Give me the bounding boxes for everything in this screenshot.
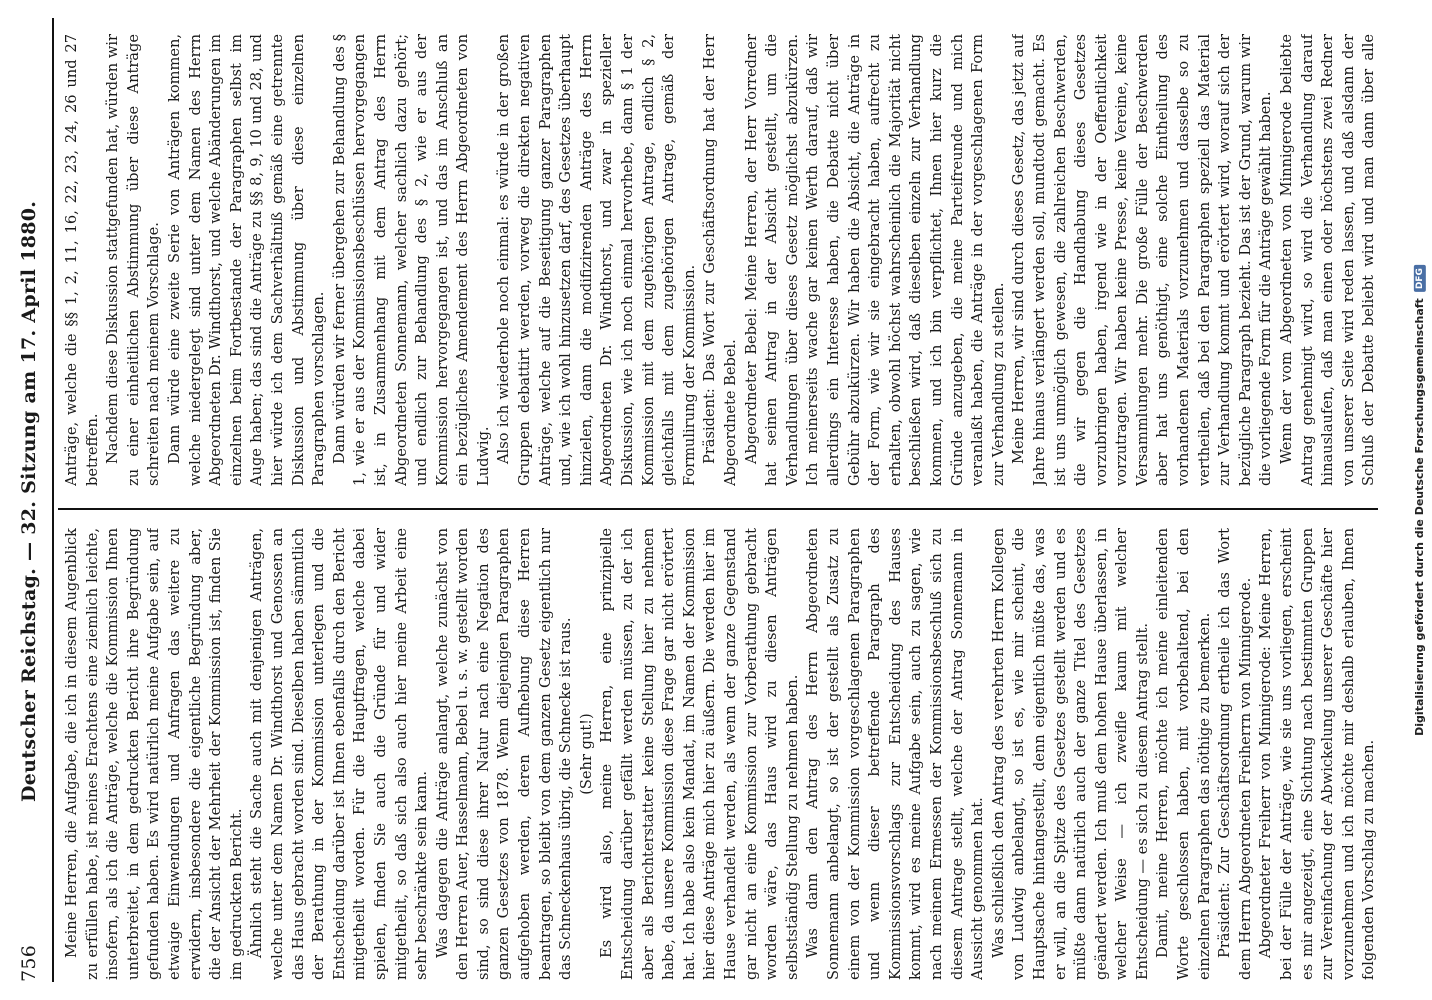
paragraph: Nachdem diese Diskussion stattgefunden hat, würden wir zu einer einheitlichen Abstimmung über diese Anträge schreiten nach meinem Vorschlage. [104,34,163,486]
column-divider [58,508,1378,510]
paragraph: Dann würde eine zweite Serie von Anträgen kommen, welche niedergelegt sind unter dem Namen des Herrn Abgeordneten Dr. Windthorst, und welche Abänderungen im einzelnen beim Fortbestande der Paragraphen selbst im Auge haben; das sind die Anträge zu §§ 8, 9, 10 und 28, und hier würde ich dem Sachverhältniß gemäß eine getrennte Diskussion und Abstimmung über diese einzelnen Paragraphen vorschlagen. [165,34,328,486]
funding-credit [1410,40,1428,960]
paragraph: Ähnlich steht die Sache auch mit denjenigen Anträgen, welche unter dem Namen Dr. Windthorst und Genossen an das Haus gebracht worden sind. Dieselben haben sämmtlich der Berathung in der Kommission unterlegen und die Entscheidung darüber ist Ihnen ebenfalls durch den Bericht mitgetheilt worden. Für die Hauptfragen, welche dabei spielen, finden Sie auch die Gründe für und wider mitgetheilt, so daß sich also auch hier meine Arbeit eine sehr beschränkte sein kann. [248,528,431,980]
paragraph: Anträge, welche die §§ 1, 2, 11, 16, 22, 23, 24, 26 und 27 betreffen. [63,34,101,486]
interjection: (Sehr gut!) [577,713,595,795]
paragraph: Abgeordneter Bebel: Meine Herren, der Herr Vorredner hat seinen Antrag in der Absicht gestellt, um die Verhandlungen über dieses Gesetz möglichst abzukürzen. Ich meinerseits wache gar keinen Werth darauf, daß wir allerdings ein Interesse haben, die Debatte nicht über Gebühr abzukürzen. Wir haben die Absicht, die Anträge in der Form, wie wir sie eingebracht haben, aufrecht zu erhalten, obwohl höchst wahrscheinlich die Majorität nicht beschließen wird, daß dieselben einzeln zur Verhandlung kommen, und ich bin verpflichtet, Ihnen hier kurz die Gründe anzugeben, die meine Parteifreunde und mich veranlaßt haben, die Anträge in der vorgeschlagenen Form zur Verhandlung zu stellen. [742,34,1007,486]
paragraph: Präsident: Zur Geschäftsordnung ertheile ich das Wort dem Herrn Abgeordneten Freiherrn von Minnigerode. [1216,528,1254,980]
paragraph: Meine Herren, wir sind durch dieses Gesetz, das jetzt auf Jahre hinaus verlängert werden soll, mundtodt gemacht. Es ist uns unmöglich gewesen, die zahlreichen Beschwerden, die wir gegen die Handhabung dieses Gesetzes vorzubringen haben, irgend wie in der Oeffentlichkeit vorzutragen. Wir haben keine Presse, keine Vereine, keine Versammlungen mehr. Die große Fülle der Beschwerden aber hat uns genöthigt, eine solche Eintheilung des vorhandenen Materials vorzunehmen und dasselbe so zu vertheilen, daß bei den Paragraphen speziell das Material zur Verhandlung kommt und erörtert wird, worauf sich der bezügliche Paragraph bezieht. Das ist der Grund, warum wir die vorliegende Form für die Anträge gewählt haben. [1010,34,1275,486]
paragraph: Es wird also, meine Herren, eine prinzipielle Entscheidung darüber gefällt werden müssen, zu der ich aber als Berichterstatter keine Stellung hier zu nehmen habe, da unsere Kommission diese Frage gar nicht erörtert hat. Ich habe also kein Mandat, im Namen der Kommission hier diese Anträge mich hier zu äußern. Die werden hier im Hause verhandelt werden, als wenn der ganze Gegenstand gar nicht an eine Kommission zur Vorberathung gebracht worden wäre, das Haus wird zu diesen Anträgen selbstständig Stellung zu nehmen haben. [598,528,801,980]
dfg-logo: DFG [1413,265,1425,292]
paragraph: Also ich wiederhole noch einmal: es würde in der großen Gruppen debattirt werden, vorweg die direkten negativen Anträge, welche auf die Beseitigung ganzer Paragraphen und, wie ich wohl hinzusetzen darf, des Gesetzes überhaupt hinzielen, dann die modifizirenden Anträge des Herrn Abgeordneten Dr. Windthorst, und zwar in spezieller Diskussion, wie ich noch einmal hervorhebe, dann § 1 der Kommission mit dem zugehörigen Antrage, endlich § 2, gleichfalls mit dem zugehörigen Antrage, gemäß der Formulirung der Kommission. [495,34,698,486]
page-header [18,18,46,982]
header-rule [52,18,54,982]
paragraph: Meine Herren, die Aufgabe, die ich in diesem Augenblick zu erfüllen habe, ist meines Erachtens eine ziemlich leichte, insofern, als ich die Anträge, welche die Kommission Ihnen unterbreitet, in dem gedruckten Bericht ihre Begründung gefunden haben. Es wird natürlich meine Aufgabe sein, auf etwaige Einwendungen und Anfragen das weitere zu erwidern, insbesondere die eigentliche Begründung aber, die der Ansicht der Mehrheit der Kommission ist, finden Sie im gedruckten Bericht. [63,528,245,980]
paragraph: Dann würden wir ferner übergehen zur Behandlung des § 1, wie er aus der Kommissionsbeschlüssen hervorgegangen ist, in Zusammenhang mit dem Antrag des Herrn Abgeordneten Sonnemann, welcher sachlich dazu gehört; und endlich zur Behandlung des § 2, wie er aus der Kommission hervorgegangen ist, und das im Anschluß an ein bezügliches Amendement des Herrn Abgeordneten von Ludwig. [330,34,492,486]
paragraph: Damit, meine Herren, möchte ich meine einleitenden Worte geschlossen haben, mit vorbehaltend, bei den einzelnen Paragraphen das nöthige zu bemerken. [1154,528,1213,980]
credit-text: Digitalisierung gefördert durch die Deutsche Forschungsgemeinschaft [1412,297,1426,736]
paragraph: Präsident: Das Wort zur Geschäftsordnung hat der Herr Abgeordnete Bebel. [701,34,739,486]
page-number: 756 [18,944,40,982]
right-column [62,34,1380,486]
paragraph: Wenn der vom Abgeordneten von Minnigerode beliebte Antrag genehmigt wird, so wird die Verhandlung darauf hinauslaufen, daß man einen oder höchstens zwei Redner von unserer Seite wird reden lassen, und daß alsdann der Schluß der Debatte beliebt wird und man dann über alle [1278,34,1378,486]
paragraph: Was dann den Antrag des Herrn Abgeordneten Sonnemann anbelangt, so ist der gestellt als Zusatz zu einem von der Kommission vorgeschlagenen Paragraphen und wenn dieser betreffende Paragraph des Kommissionsvorschlags zur Entscheidung des Hauses kommt, wird es meine Aufgabe sein, auch zu sagen, wie nach meinem Ermessen der Kommissionsbeschluß sich zu diesem Antrage stellt, welche der Antrag Sonnemann in Aussicht genommen hat. [804,528,987,980]
paragraph: Was schließlich den Antrag des verehrten Herrn Kollegen von Ludwig anbelangt, so ist es, wie mir scheint, die Hauptsache hintangestellt, denn eigentlich müßte das, was er will, an die Spitze des Gesetzes gestellt werden und es müßte dann natürlich auch der ganze Titel des Gesetzes geändert werden. Ich muß dem hohen Hause überlassen, in welcher Weise — ich zweifle kaum mit welcher Entscheidung — es sich zu diesem Antrag stellt. [989,528,1151,980]
page-title: Deutscher Reichstag. — 32. Sitzung am 17. April 1880. [18,200,40,803]
left-column [62,528,1380,980]
rotated-newspaper-page [8,0,1400,1000]
paragraph: Was dagegen die Anträge anlangt, welche zunächst von den Herren Auer, Hasselmann, Bebel u. s. w. gestellt worden sind, so sind diese ihrer Natur nach eine Negation des ganzen Gesetzes von 1878. Wenn diejenigen Paragraphen aufgehoben werden, deren Aufhebung diese Herren beantragen, so bleibt von dem ganzen Gesetz eigentlich nur das Schneckenhaus übrig, die Schnecke ist raus. [433,528,575,980]
paragraph: Abgeordneter Freiherr von Minnigerode: Meine Herren, bei der Fülle der Anträge, wie sie uns vorliegen, erscheint es mir angezeigt, eine Sichtung nach bestimmten Gruppen zur Vereinfachung der Abwickelung unserer Geschäfte hier vorzunehmen und ich möchte mir deshalb erlauben, Ihnen folgenden Vorschlag zu machen. [1257,528,1378,980]
